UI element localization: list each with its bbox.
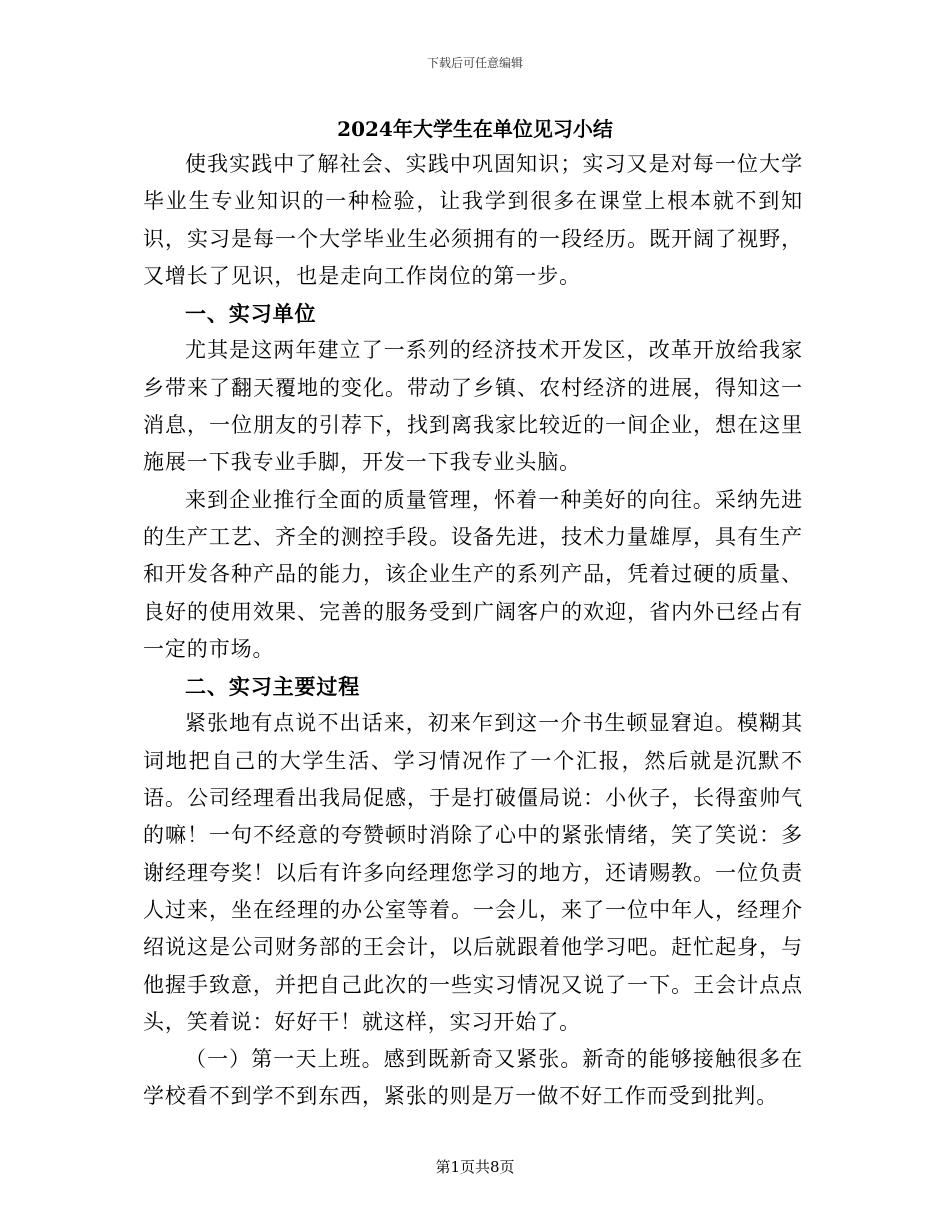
paragraph-company-description: 来到企业推行全面的质量管理，怀着一种美好的向往。采纳先进的生产工艺、齐全的测控手段。设备先进，技术力量雄厚，具有生产和开发各种产品的能力，该企业生产的系列产品，凭着过硬的质量、良好的使用效果、完善的服务受到广阔客户的欢迎，省内外已经占有一定的市场。 [143,487,803,661]
paragraph-unit-background: 尤其是这两年建立了一系列的经济技术开发区，改革开放给我家乡带来了翻天覆地的变化。带动了乡镇、农村经济的进展，得知这一消息，一位朋友的引荐下，找到离我家比较近的一间企业，想在这里施展一下我专业手脚，开发一下我专业头脑。 [143,338,803,475]
section-heading-internship-process: 二、实习主要过程 [185,674,361,700]
section-heading-internship-unit: 一、实习单位 [185,301,317,327]
page-number-footer: 第1页共8页 [435,1158,515,1176]
paragraph-first-meeting: 紧张地有点说不出话来，初来乍到这一介书生顿显窘迫。模糊其词地把自己的大学生活、学习情况作了一个汇报，然后就是沉默不语。公司经理看出我局促感，于是打破僵局说：小伙子，长得蛮帅气的嘛！一句不经意的夸赞顿时消除了心中的紧张情绪，笑了笑说：多谢经理夸奖！以后有许多向经理您学习的地方，还请赐教。一位负责人过来，坐在经理的办公室等着。一会儿，来了一位中年人，经理介绍说这是公司财务部的王会计，以后就跟着他学习吧。赶忙起身，与他握手致意，并把自己此次的一些实习情况又说了一下。王会计点点头，笑着说：好好干！就这样，实习开始了。 [143,711,803,1034]
document-body [143,146,803,1116]
header-note: 下载后可任意编辑 [426,56,523,70]
document-title: 2024年大学生在单位见习小结 [337,117,613,141]
paragraph-intro: 使我实践中了解社会、实践中巩固知识；实习又是对每一位大学毕业生专业知识的一种检验，让我学到很多在课堂上根本就不到知识，实习是每一个大学毕业生必须拥有的一段经历。既开阔了视野，又增长了见识，也是走向工作岗位的第一步。 [143,152,803,288]
paragraph-first-day: （一）第一天上班。感到既新奇又紧张。新奇的能够接触很多在学校看不到学不到东西，紧张的则是万一做不好工作而受到批判。 [143,1047,803,1109]
